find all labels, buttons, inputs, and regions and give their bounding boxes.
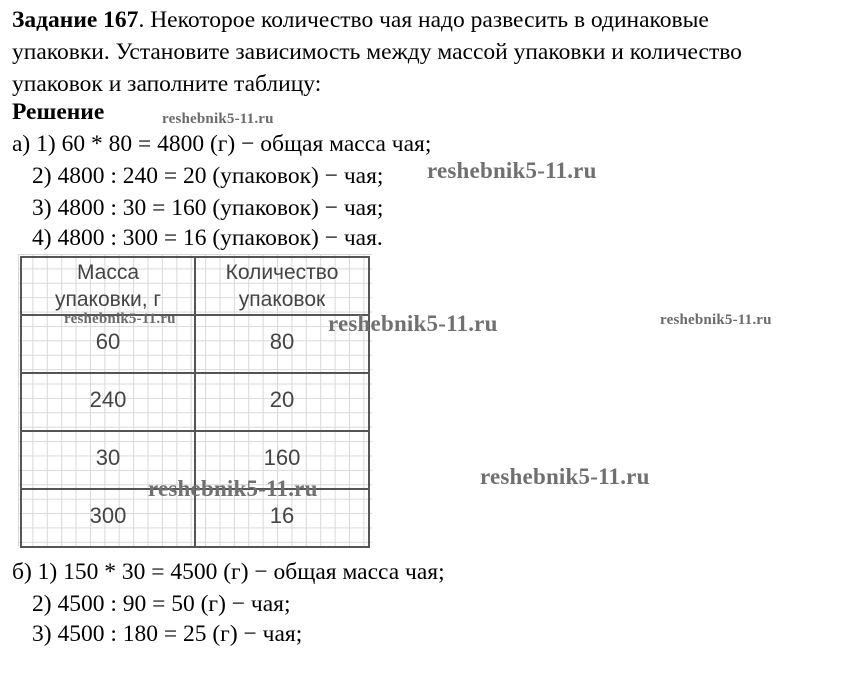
part-b-line-3: 3) 4500 : 180 = 25 (г) − чая; [32,621,303,647]
watermark: reshebnik5-11.ru [480,464,650,489]
task-text-3: упаковок и заполните таблицу: [12,71,322,97]
part-b-line-1: б) 1) 150 * 30 = 4500 (г) − общая масса чая; [12,559,445,585]
part-a-line-3: 3) 4800 : 30 = 160 (упаковок) − чая; [32,195,384,221]
task-text-2: упаковки. Установите зависимость между массой упаковки и количество [12,39,742,65]
header-mass-line-2: упаковки, г [54,288,162,311]
watermark: reshebnik5-11.ru [162,111,274,127]
cell-mass-value: 60 [95,329,121,354]
header-count [195,257,369,315]
watermark: reshebnik5-11.ru [328,311,498,336]
watermark: reshebnik5-11.ru [660,312,772,328]
cell-mass-value: 240 [89,387,127,412]
watermark: reshebnik5-11.ru [427,158,597,183]
cell-mass-value: 300 [89,503,127,528]
watermark: reshebnik5-11.ru [64,311,176,327]
table-row [21,373,369,431]
cell-mass-value: 30 [95,445,121,470]
task-line-1 [12,6,709,34]
watermark: reshebnik5-11.ru [148,476,318,501]
part-a-line-4: 4) 4800 : 300 = 16 (упаковок) − чая. [32,225,383,251]
table-header-row [21,257,369,315]
task-number: Задание 167 [12,7,139,33]
mass-count-table [20,256,370,548]
header-count-line-1: Количество [225,261,339,284]
cell-count-value: 20 [269,387,295,412]
task-text-1: . Некоторое количество чая надо развесить в одинаковые [138,7,709,33]
part-a-line-2: 2) 4800 : 240 = 20 (упаковок) − чая; [32,163,384,189]
solution-heading: Решение [12,99,105,125]
header-count-line-2: упаковок [238,288,326,311]
header-mass [21,257,195,315]
part-a-line-1: а) 1) 60 * 80 = 4800 (г) − общая масса чая; [12,131,432,157]
header-mass-line-1: Масса [76,261,140,284]
cell-count-value: 80 [269,329,295,354]
part-b-line-2: 2) 4500 : 90 = 50 (г) − чая; [32,591,291,617]
cell-count [195,373,369,431]
cell-count-value: 160 [263,445,301,470]
cell-mass [21,373,195,431]
cell-count-value: 16 [269,503,295,528]
